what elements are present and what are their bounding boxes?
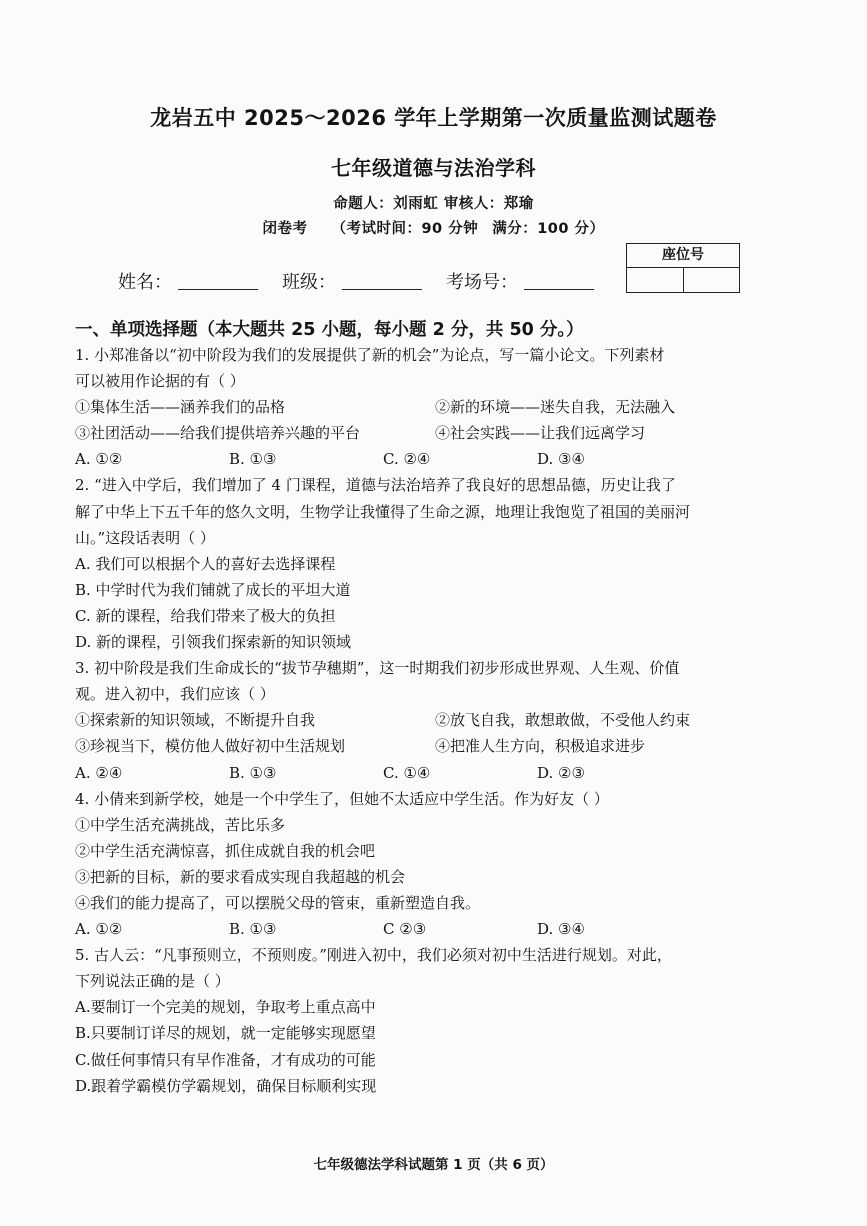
options-row xyxy=(75,916,805,942)
option-c: C. 新的课程，给我们带来了极大的负担 xyxy=(75,606,336,625)
option-b: B.只要制订详尽的规划，就一定能够实现愿望 xyxy=(75,1024,376,1043)
question-stem: 下列说法正确的是（ ） xyxy=(75,972,230,991)
option-a: A. ①② xyxy=(75,450,123,469)
option-b: B. 中学时代为我们铺就了成长的平坦大道 xyxy=(75,580,351,599)
question-stem: 3. 初中阶段是我们生命成长的“拔节孕穗期”，这一时期我们初步形成世界观、人生观、价值 xyxy=(75,659,680,678)
statement-row xyxy=(75,394,805,420)
seat-number-box xyxy=(626,243,740,293)
student-info xyxy=(118,268,618,294)
statement-row xyxy=(75,707,805,733)
option-d: D. ②③ xyxy=(537,763,585,782)
seat-cell xyxy=(684,268,740,292)
exam-title: 龙岩五中 2025～2026 学年上学期第一次质量监测试题卷 xyxy=(150,106,717,130)
statement: ③把新的目标，新的要求看成实现自我超越的机会 xyxy=(75,867,406,886)
statement-row xyxy=(75,733,805,759)
statement: ②中学生活充满惊喜，抓住成就自我的机会吧 xyxy=(75,841,376,860)
exam-type: 闭卷考 xyxy=(262,221,308,237)
question-stem: 解了中华上下五千年的悠久文明，生物学让我懂得了生命之源，地理让我饱览了祖国的美丽河 xyxy=(75,502,691,521)
seat-number-label: 座位号 xyxy=(627,244,739,268)
option-c: C ②③ xyxy=(383,920,427,939)
full-score: 满分：100 分） xyxy=(492,221,605,237)
option-c: C.做任何事情只有早作准备，才有成功的可能 xyxy=(75,1050,376,1069)
question-stem: 5. 古人云：“凡事预则立，不预则废。”刚进入初中，我们必须对初中生活进行规划。对此， xyxy=(75,946,672,965)
options-row xyxy=(75,760,805,786)
exam-meta xyxy=(0,217,867,238)
statement: ①中学生活充满挑战，苦比乐多 xyxy=(75,815,286,834)
statement: ④社会实践——让我们远离学习 xyxy=(435,424,646,443)
statement: ②新的环境——迷失自我，无法融入 xyxy=(435,398,676,417)
statement-row xyxy=(75,420,805,446)
statement: ④把准人生方向，积极追求进步 xyxy=(435,737,646,756)
option-d: D.跟着学霸模仿学霸规划，确保目标顺利实现 xyxy=(75,1076,377,1095)
questions xyxy=(75,342,805,1099)
class-blank xyxy=(342,273,422,290)
name-label: 姓名： xyxy=(118,272,172,293)
question-stem: 1. 小郑准备以“初中阶段为我们的发展提供了新的机会”为论点，写一篇小论文。下列素材 xyxy=(75,346,665,364)
exam-subject: 七年级道德与法治学科 xyxy=(331,156,536,180)
option-a: A. ②④ xyxy=(75,763,123,782)
section-title: 一、单项选择题（本大题共 25 小题，每小题 2 分，共 50 分。） xyxy=(75,320,584,340)
option-d: D. ③④ xyxy=(537,920,585,939)
statement: ③珍视当下，模仿他人做好初中生活规划 xyxy=(75,737,346,756)
name-blank xyxy=(178,273,258,290)
option-d: D. 新的课程，引领我们探索新的知识领域 xyxy=(75,633,352,652)
option-b: B. ①③ xyxy=(229,450,277,469)
question-stem: 观。进入初中，我们应该（ ） xyxy=(75,685,275,704)
statement: ③社团活动——给我们提供培养兴趣的平台 xyxy=(75,424,361,443)
option-b: B. ①③ xyxy=(229,763,277,782)
options-row xyxy=(75,446,805,472)
option-d: D. ③④ xyxy=(537,450,585,469)
option-a: A. ①② xyxy=(75,920,123,939)
statement: ①探索新的知识领域，不断提升自我 xyxy=(75,711,316,730)
class-label: 班级： xyxy=(282,272,336,293)
seat-cell xyxy=(627,268,684,292)
seat-number-cells xyxy=(627,268,739,292)
question-stem: 山。”这段话表明（ ） xyxy=(75,528,215,547)
room-label: 考场号： xyxy=(446,272,518,293)
option-c: C. ①④ xyxy=(383,763,431,782)
statement: ②放飞自我，敢想敢做，不受他人约束 xyxy=(435,711,691,730)
question-stem: 2. “进入中学后，我们增加了 4 门课程，道德与法治培养了我良好的思想品德，历史让我了 xyxy=(75,476,676,495)
option-a: A. 我们可以根据个人的喜好去选择课程 xyxy=(75,554,336,573)
page-footer: 七年级德法学科试题第 1 页（共 6 页） xyxy=(313,1157,554,1173)
option-b: B. ①③ xyxy=(229,920,277,939)
option-c: C. ②④ xyxy=(383,450,431,469)
statement: ①集体生活——涵养我们的品格 xyxy=(75,398,286,417)
exam-authors: 命题人：刘雨虹 审核人：郑瑜 xyxy=(333,196,534,212)
room-blank xyxy=(524,273,594,290)
statement: ④我们的能力提高了，可以摆脱父母的管束，重新塑造自我。 xyxy=(75,893,481,912)
question-stem: 4. 小倩来到新学校，她是一个中学生了，但她不太适应中学生活。作为好友（ ） xyxy=(75,789,609,808)
question-stem: 可以被用作论据的有（ ） xyxy=(75,372,245,391)
exam-time: （考试时间：90 分钟 xyxy=(331,221,479,237)
option-a: A.要制订一个完美的规划，争取考上重点高中 xyxy=(75,998,376,1017)
